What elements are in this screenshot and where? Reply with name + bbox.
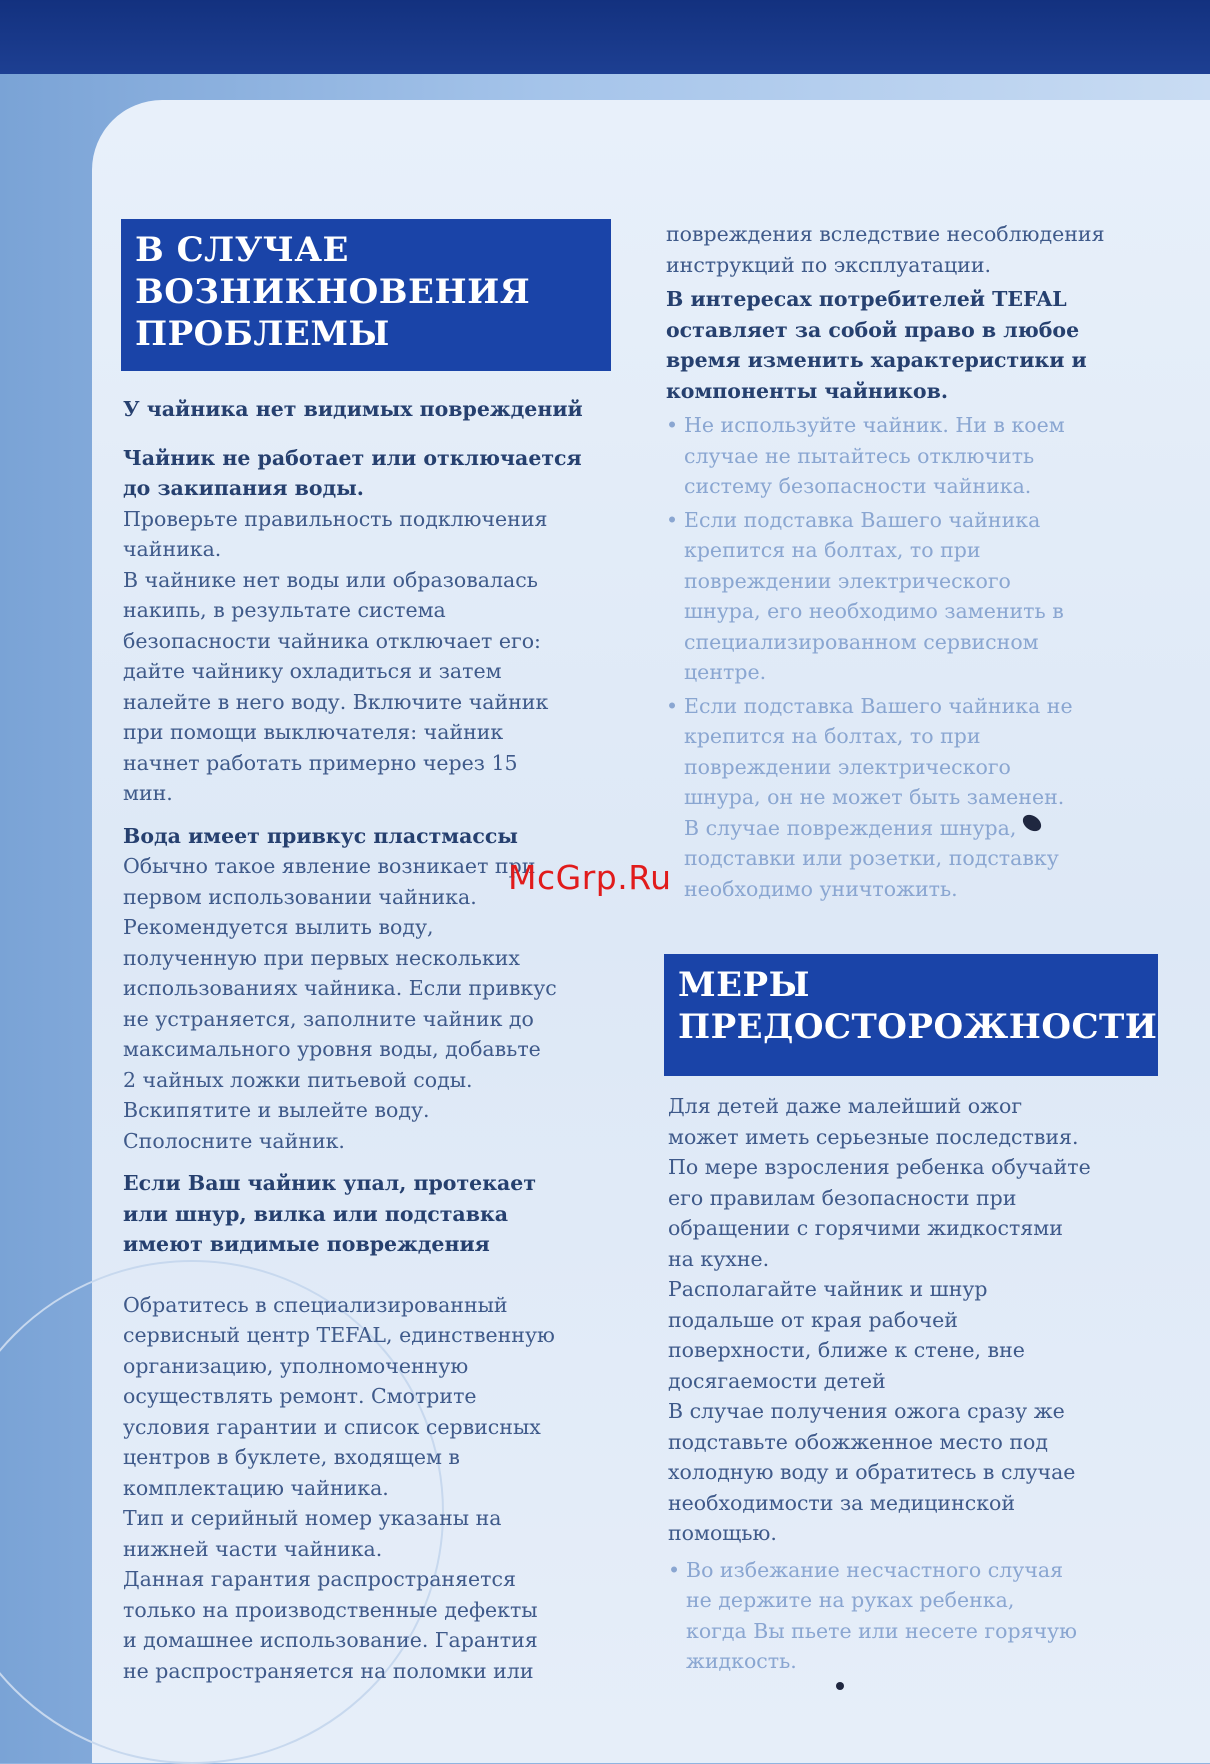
- text-line: Данная гарантия распространяется: [123, 1567, 516, 1591]
- problem2-title: Вода имеет привкус пластмассы: [123, 823, 518, 848]
- bullet-item: [666, 691, 1160, 905]
- text-line: холодную воду и обратитесь в случае: [668, 1460, 1076, 1484]
- text-line: В случае повреждения шнура,: [684, 815, 1017, 840]
- text-line: на кухне.: [668, 1246, 770, 1271]
- text-line: систему безопасности чайника.: [684, 474, 1032, 498]
- bullet-dot-icon: •: [666, 507, 679, 532]
- text-line: подальше от края рабочей: [668, 1307, 958, 1332]
- text-line: дайте чайнику охладиться и затем: [123, 659, 502, 683]
- text-line: инструкций по эксплуатации.: [666, 252, 992, 277]
- text-line: подставки или розетки, подставку: [684, 846, 1059, 870]
- text-line: налейте в него воду. Включите чайник: [123, 689, 549, 714]
- text-line: центре.: [684, 660, 767, 684]
- text-line: Если подставка Вашего чайника не: [684, 693, 1073, 718]
- text-line: случае не пытайтесь отключить: [684, 443, 1035, 468]
- text-line: обращении с горячими жидкостями: [668, 1216, 1063, 1240]
- notice-line: оставляет за собой право в любое: [666, 317, 1080, 342]
- text-line: 2 чайных ложки питьевой соды.: [123, 1067, 473, 1092]
- text-line: не держите на руках ребенка,: [686, 1588, 1015, 1612]
- text-line: начнет работать примерно через 15: [123, 750, 518, 775]
- text-line: полученную при первых нескольких: [123, 945, 520, 970]
- problem1-text: [123, 504, 613, 809]
- text-line: его правилам безопасности при: [668, 1185, 1017, 1210]
- text-line: Располагайте чайник и шнур: [668, 1277, 988, 1301]
- text-line: Во избежание несчастного случая: [686, 1557, 1064, 1582]
- text-line: крепится на болтах, то при: [684, 538, 981, 562]
- text-line: накипь, в результате система: [123, 598, 446, 622]
- text-line: при помощи выключателя: чайник: [123, 720, 504, 744]
- text-line: По мере взросления ребенка обучайте: [668, 1155, 1091, 1179]
- text-line: Тип и серийный номер указаны на: [123, 1506, 502, 1530]
- bullet-item: [666, 505, 1160, 688]
- text-line: не распространяется на поломки или: [123, 1658, 534, 1683]
- watermark-text: McGrp.Ru: [508, 858, 672, 897]
- heading-line: ВОЗНИКНОВЕНИЯ: [135, 272, 531, 312]
- bullet-dot-icon: •: [668, 1557, 681, 1582]
- heading-line: ПРОБЛЕМЫ: [135, 314, 390, 354]
- manufacturer-notice: [666, 284, 1160, 406]
- text-line: нижней части чайника.: [123, 1536, 383, 1561]
- problem3-text: [123, 1290, 613, 1687]
- text-line: чайника.: [123, 537, 222, 561]
- text-line: подставьте обожженное место под: [668, 1429, 1048, 1454]
- bullet-dot-icon: •: [666, 693, 679, 718]
- text-line: Сполосните чайник.: [123, 1128, 345, 1153]
- text-line: В чайнике нет воды или образовалась: [123, 567, 538, 592]
- text-line: шнура, он не может быть заменен.: [684, 785, 1065, 809]
- section-heading-precautions: [664, 954, 1158, 1076]
- precautions-text: [668, 1091, 1162, 1549]
- top-band: [0, 0, 1210, 74]
- bullet-item: [666, 410, 1160, 502]
- text-line: повреждения вследствие несоблюдения: [666, 222, 1105, 246]
- text-line: комплектацию чайника.: [123, 1475, 389, 1500]
- section-heading-problems: [121, 219, 611, 371]
- notice-line: время изменить характеристики и: [666, 348, 1087, 372]
- text-line: мин.: [123, 781, 173, 805]
- text-line: первом использовании чайника.: [123, 884, 477, 909]
- text-line: повреждении электрического: [684, 754, 1011, 779]
- text-line: Если подставка Вашего чайника: [684, 507, 1041, 532]
- text-line: поверхности, ближе к стене, вне: [668, 1338, 1025, 1362]
- problem3-title: Если Ваш чайник упал, протекает: [123, 1171, 537, 1195]
- problem3-title: или шнур, вилка или подставка: [123, 1201, 509, 1226]
- text-line: центров в буклете, входящем в: [123, 1445, 460, 1469]
- subtitle-no-damage: У чайника нет видимых повреждений: [123, 397, 583, 421]
- text-line: помощью.: [668, 1521, 777, 1545]
- text-line: Обычно такое явление возникает при: [123, 854, 536, 878]
- problem1-title: до закипания воды.: [123, 476, 364, 500]
- text-line: максимального уровня воды, добавьте: [123, 1037, 541, 1061]
- text-line: Вскипятите и вылейте воду.: [123, 1098, 430, 1122]
- text-line: и домашнее использование. Гарантия: [123, 1628, 538, 1652]
- problem3-title: имеют видимые повреждения: [123, 1232, 490, 1256]
- notice-line: компоненты чайников.: [666, 378, 948, 403]
- text-line: крепится на болтах, то при: [684, 724, 981, 748]
- text-line: когда Вы пьете или несете горячую: [686, 1618, 1077, 1643]
- text-line: специализированном сервисном: [684, 629, 1039, 654]
- problem1-title: Чайник не работает или отключается: [123, 445, 582, 470]
- text-line: условия гарантии и список сервисных: [123, 1414, 541, 1439]
- text-line: может иметь серьезные последствия.: [668, 1124, 1079, 1149]
- text-line: В случае получения ожога сразу же: [668, 1399, 1065, 1423]
- text-line: жидкость.: [686, 1649, 797, 1673]
- text-line: Не используйте чайник. Ни в коем: [684, 413, 1065, 437]
- text-line: шнура, его необходимо заменить в: [684, 599, 1064, 623]
- text-line: организацию, уполномоченную: [123, 1353, 469, 1378]
- text-line: Обратитесь в специализированный: [123, 1292, 508, 1317]
- text-line: только на производственные дефекты: [123, 1597, 538, 1622]
- text-line: необходимости за медицинской: [668, 1490, 1016, 1515]
- bullet-dot-icon: •: [666, 413, 679, 437]
- text-line: не устраняется, заполните чайник до: [123, 1006, 534, 1031]
- text-line: досягаемости детей: [668, 1368, 886, 1393]
- notice-line: В интересах потребителей TEFAL: [666, 287, 1067, 311]
- bullet-item: [668, 1555, 1162, 1677]
- text-line: Проверьте правильность подключения: [123, 506, 548, 531]
- text-line: сервисный центр TEFAL, единственную: [123, 1323, 555, 1347]
- text-line: необходимо уничтожить.: [684, 876, 958, 901]
- text-line: осуществлять ремонт. Смотрите: [123, 1384, 477, 1408]
- heading-line: ПРЕДОСТОРОЖНОСТИ: [678, 1007, 1158, 1047]
- text-line: повреждении электрического: [684, 568, 1011, 593]
- heading-line: В СЛУЧАЕ: [135, 230, 349, 270]
- heading-line: МЕРЫ: [678, 965, 810, 1005]
- text-line: Для детей даже малейший ожог: [668, 1094, 1023, 1118]
- text-line: Рекомендуется вылить воду,: [123, 915, 434, 939]
- text-line: использованиях чайника. Если привкус: [123, 976, 557, 1000]
- speck: [836, 1682, 844, 1690]
- text-line: безопасности чайника отключает его:: [123, 628, 541, 653]
